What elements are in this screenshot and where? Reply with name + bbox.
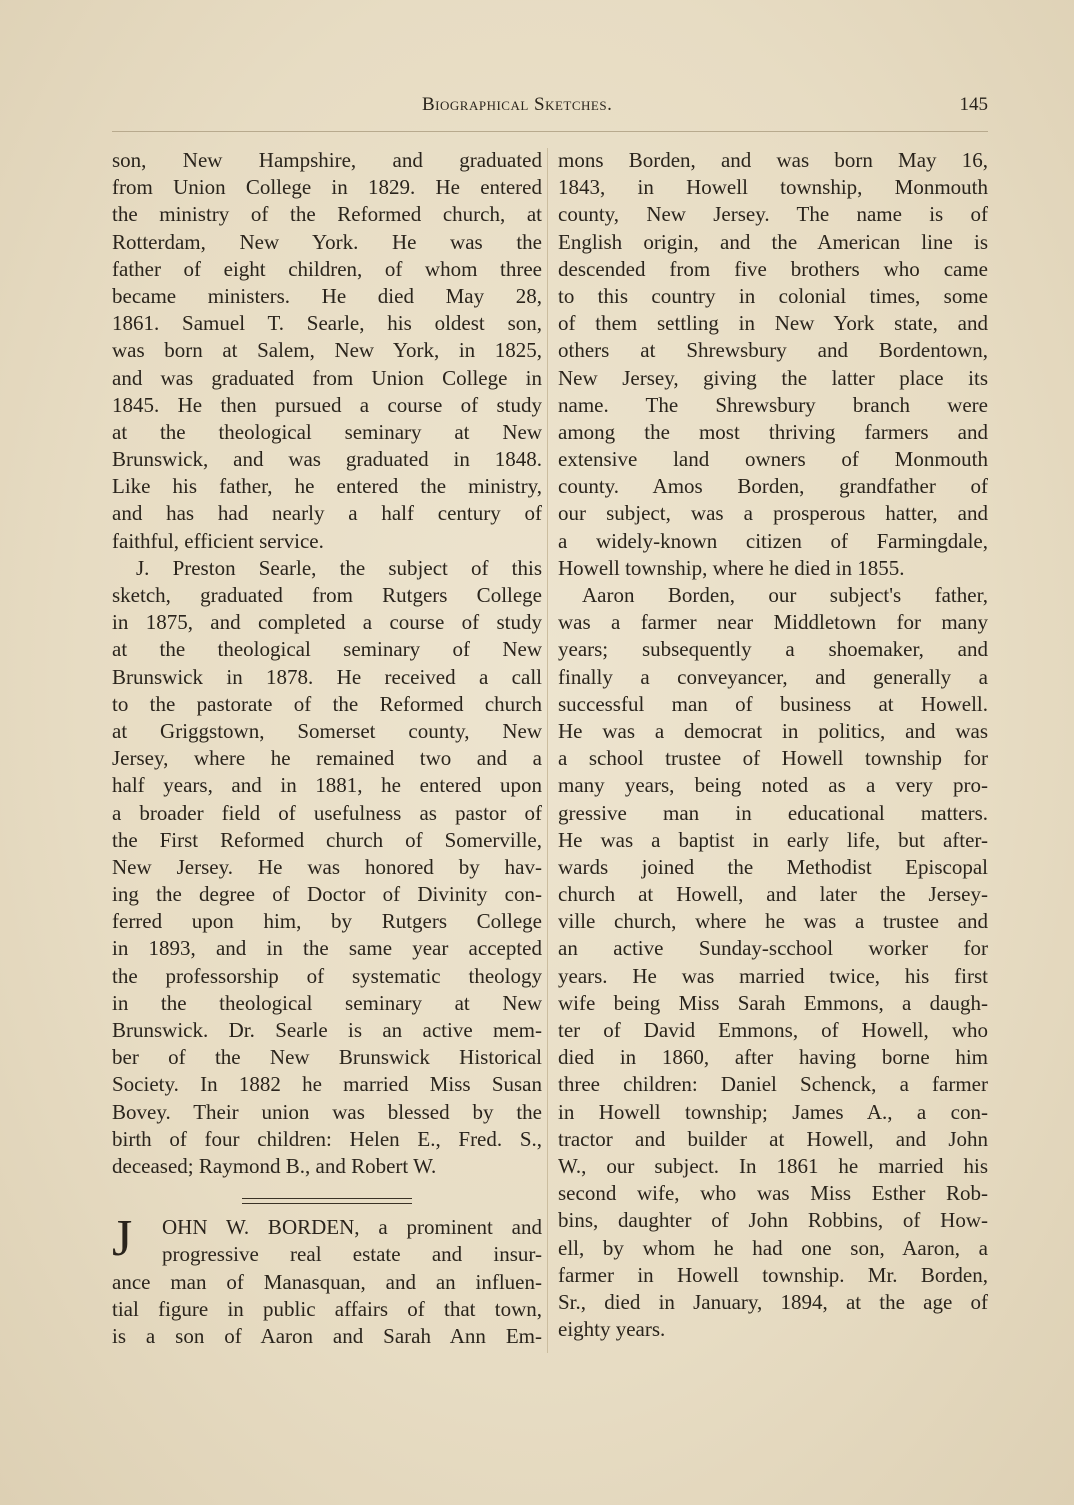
text-line: church at Howell, and later the Jersey- bbox=[558, 882, 988, 907]
text-line: 1843, in Howell township, Monmouth bbox=[558, 175, 988, 200]
text-line: eighty years. bbox=[558, 1317, 666, 1342]
text-line: among the most thriving farmers and bbox=[558, 419, 988, 444]
text-line: to this country in colonial times, some bbox=[558, 283, 988, 308]
text-line: second wife, who was Miss Esther Rob- bbox=[558, 1181, 988, 1206]
text-line: was a farmer near Middletown for many bbox=[558, 610, 988, 635]
text-line: faithful, efficient service. bbox=[112, 528, 324, 553]
page-number: 145 bbox=[959, 94, 988, 115]
text-line: county. Amos Borden, grandfather of bbox=[558, 474, 988, 499]
text-line: of them settling in New York state, and bbox=[558, 311, 988, 336]
text-line: extensive land owners of Monmouth bbox=[558, 447, 988, 472]
text-line: deceased; Raymond B., and Robert W. bbox=[112, 1153, 437, 1178]
paragraph-aaron-borden bbox=[558, 582, 988, 1343]
text-line: gressive man in educational matters. bbox=[558, 800, 988, 825]
text-line: He was a democrat in politics, and was bbox=[558, 718, 988, 743]
text-line: a school trustee of Howell township for bbox=[558, 746, 988, 771]
page-header bbox=[112, 94, 988, 124]
text-line: Bovey. Their union was blessed by the bbox=[112, 1099, 542, 1124]
text-line: He was a baptist in early life, but after- bbox=[558, 827, 988, 852]
text-line: years. He was married twice, his first bbox=[558, 963, 988, 988]
text-line: Aaron Borden, our subject's father, bbox=[582, 583, 988, 607]
text-line: many years, being noted as a very pro- bbox=[558, 773, 988, 798]
text-line: and was graduated from Union College in bbox=[112, 365, 542, 390]
text-line: an active Sunday-scchool worker for bbox=[558, 936, 988, 961]
text-line: J. Preston Searle, the subject of this bbox=[136, 555, 542, 580]
text-line: ter of David Emmons, of Howell, who bbox=[558, 1018, 988, 1042]
text-line: others at Shrewsbury and Bordentown, bbox=[558, 338, 988, 363]
text-line: to the pastorate of the Reformed church bbox=[112, 691, 542, 716]
text-line: father of eight children, of whom three bbox=[112, 256, 542, 281]
text-line: in 1875, and completed a course of study bbox=[112, 610, 542, 635]
text-line: Howell township, where he died in 1855. bbox=[558, 555, 905, 580]
text-line: OHN W. BORDEN, a prominent and bbox=[162, 1215, 542, 1240]
text-line: ell, by whom he had one son, Aaron, a bbox=[558, 1235, 988, 1260]
text-line: tractor and builder at Howell, and John bbox=[558, 1126, 988, 1151]
paragraph-john-w-borden bbox=[112, 1210, 542, 1350]
text-line: progressive real estate and insur- bbox=[162, 1242, 542, 1267]
text-line: 1861. Samuel T. Searle, his oldest son, bbox=[112, 311, 542, 336]
text-line: a broader field of usefulness as pastor of bbox=[112, 800, 542, 825]
text-line: our subject, was a prosperous hatter, and bbox=[558, 501, 988, 526]
running-head: Biographical Sketches. bbox=[422, 94, 613, 115]
text-line: Brunswick. Dr. Searle is an active mem- bbox=[112, 1018, 542, 1042]
text-line: ing the degree of Doctor of Divinity con- bbox=[112, 882, 542, 907]
text-line: mons Borden, and was born May 16, bbox=[558, 148, 988, 172]
text-line: 1845. He then pursued a course of study bbox=[112, 392, 542, 417]
paragraph-searle-family bbox=[112, 147, 542, 555]
text-line: name. The Shrewsbury branch were bbox=[558, 392, 988, 417]
text-line: at the theological seminary of New bbox=[112, 637, 542, 662]
text-line: birth of four children: Helen E., Fred. S., bbox=[112, 1126, 542, 1151]
text-line: farmer in Howell township. Mr. Borden, bbox=[558, 1262, 988, 1287]
header-rule bbox=[112, 131, 988, 132]
text-line: ferred upon him, by Rutgers College bbox=[112, 909, 542, 934]
text-line: and has had nearly a half century of bbox=[112, 501, 542, 526]
text-line: at the theological seminary at New bbox=[112, 419, 542, 444]
text-line: tial figure in public affairs of that town, bbox=[112, 1296, 542, 1321]
text-line: finally a conveyancer, and generally a bbox=[558, 664, 988, 689]
paragraph-borden-origins bbox=[558, 147, 988, 582]
right-column bbox=[558, 147, 988, 1343]
text-line: the professorship of systematic theology bbox=[112, 963, 542, 988]
text-line: W., our subject. In 1861 he married his bbox=[558, 1153, 988, 1178]
text-line: Society. In 1882 he married Miss Susan bbox=[112, 1072, 542, 1097]
text-line: Brunswick, and was graduated in 1848. bbox=[112, 447, 542, 472]
text-line: wife being Miss Sarah Emmons, a daugh- bbox=[558, 990, 988, 1015]
left-column bbox=[112, 147, 542, 1350]
text-line: in 1893, and in the same year accepted bbox=[112, 936, 542, 961]
text-line: the ministry of the Reformed church, at bbox=[112, 202, 542, 227]
text-line: sketch, graduated from Rutgers College bbox=[112, 583, 542, 607]
text-line: at Griggstown, Somerset county, New bbox=[112, 718, 542, 743]
text-line: ber of the New Brunswick Historical bbox=[112, 1045, 542, 1070]
text-line: county, New Jersey. The name is of bbox=[558, 202, 988, 227]
text-line: died in 1860, after having borne him bbox=[558, 1045, 988, 1070]
text-line: in Howell township; James A., a con- bbox=[558, 1099, 988, 1124]
text-line: was born at Salem, New York, in 1825, bbox=[112, 338, 542, 363]
text-line: Rotterdam, New York. He was the bbox=[112, 229, 542, 254]
text-line: half years, and in 1881, he entered upon bbox=[112, 773, 542, 798]
paragraph-j-preston-searle bbox=[112, 555, 542, 1180]
text-line: ance man of Manasquan, and an influen- bbox=[112, 1269, 542, 1294]
text-line: wards joined the Methodist Episcopal bbox=[558, 854, 988, 879]
drop-cap: J bbox=[112, 1210, 133, 1268]
text-line: a widely-known citizen of Farmingdale, bbox=[558, 528, 988, 553]
text-line: became ministers. He died May 28, bbox=[112, 283, 542, 308]
text-line: New Jersey, giving the latter place its bbox=[558, 365, 988, 390]
text-line: in the theological seminary at New bbox=[112, 990, 542, 1015]
text-line: bins, daughter of John Robbins, of How- bbox=[558, 1208, 988, 1233]
text-line: ville church, where he was a trustee and bbox=[558, 909, 988, 934]
text-line: three children: Daniel Schenck, a farmer bbox=[558, 1072, 988, 1097]
column-divider bbox=[547, 148, 548, 1353]
text-line: years; subsequently a shoemaker, and bbox=[558, 637, 988, 662]
text-line: descended from five brothers who came bbox=[558, 256, 988, 281]
section-divider-ornament bbox=[242, 1198, 412, 1204]
text-line: Jersey, where he remained two and a bbox=[112, 746, 542, 771]
text-line: from Union College in 1829. He entered bbox=[112, 175, 542, 200]
text-line: successful man of business at Howell. bbox=[558, 691, 988, 716]
text-line: Like his father, he entered the ministry, bbox=[112, 474, 542, 499]
text-line: Sr., died in January, 1894, at the age of bbox=[558, 1289, 988, 1314]
text-line: son, New Hampshire, and graduated bbox=[112, 148, 542, 172]
text-line: Brunswick in 1878. He received a call bbox=[112, 664, 542, 689]
text-line: English origin, and the American line is bbox=[558, 229, 988, 254]
text-line: is a son of Aaron and Sarah Ann Em- bbox=[112, 1323, 542, 1348]
text-line: New Jersey. He was honored by hav- bbox=[112, 854, 542, 879]
text-line: the First Reformed church of Somerville, bbox=[112, 827, 542, 852]
